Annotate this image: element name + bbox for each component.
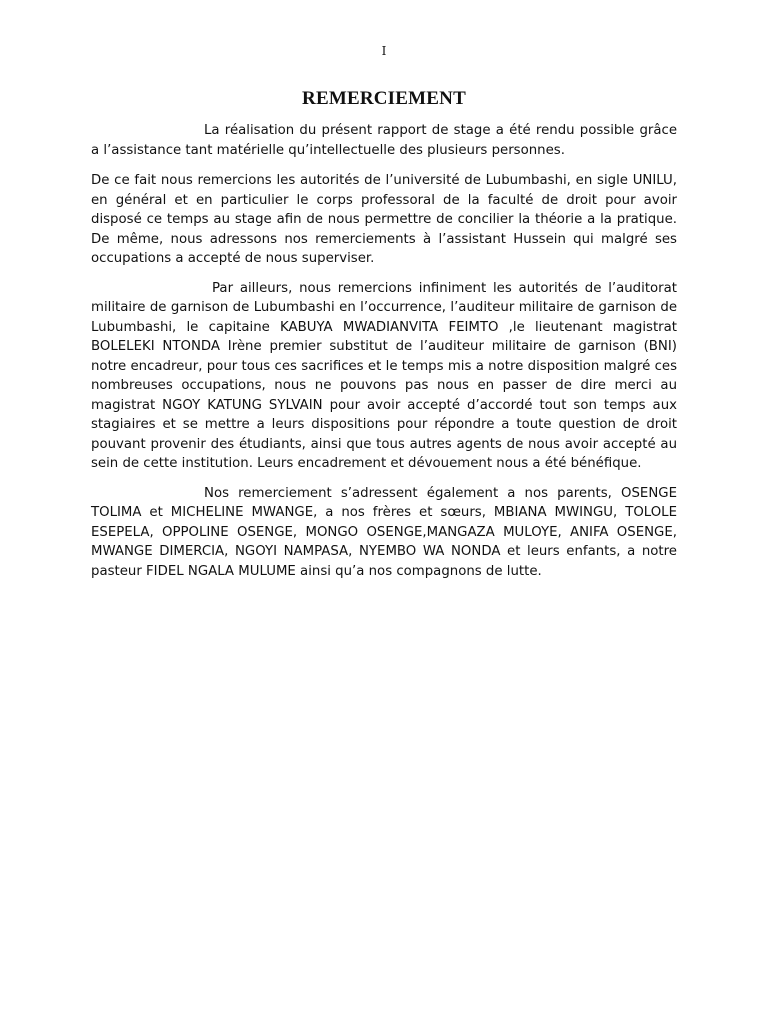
paragraph-family-thanks: Nos remerciement s’adressent également a nos parents, OSENGE TOLIMA et MICHELINE MWANGE, a nos frères et sœurs, MBIANA MWINGU, TOLOLE ESEPELA, OPPOLINE OSENGE, MONGO OSENGE,MANGAZA MULOYE, ANIFA OSENGE, MWANGE DIMERCIA, NGOYI NAMPASA, NYEMBO WA NONDA et leurs enfants, a notre pasteur FIDEL NGALA MULUME ainsi qu’a nos compagnons de lutte. bbox=[91, 485, 677, 579]
paragraph-auditorat-thanks: Par ailleurs, nous remercions infiniment les autorités de l’auditorat militaire de garnison de Lubumbashi en l’occurrence, l’auditeur militaire de garnison de Lubumbashi, le capitaine KABUYA MWADIANVITA FEIMTO ,le lieutenant magistrat BOLELEKI NTONDA Irène premier substitut de l’auditeur militaire de garnison (BNI) notre encadreur, pour tous ces sacrifices et le temps mis a notre disposition malgré ces nombreuses occupations, nous ne pouvons pas nous en passer de dire merci au magistrat NGOY KATUNG SYLVAIN pour avoir accepté d’accordé tout son temps aux stagiaires et se mettre a leurs dispositions pour répondre a toute question de droit pouvant provenir des étudiants, ainsi que tous autres agents de nous avoir accepté au sein de cette institution. Leurs encadrement et dévouement nous a été bénéfique. bbox=[91, 280, 677, 471]
page-title: REMERCIEMENT bbox=[302, 88, 466, 109]
page-number: I bbox=[381, 44, 387, 58]
paragraph-intro: La réalisation du présent rapport de stage a été rendu possible grâce a l’assistance tant matérielle qu’intellectuelle des plusieurs personnes. bbox=[91, 123, 677, 158]
paragraph-university-thanks: De ce fait nous remercions les autorités de l’université de Lubumbashi, en sigle UNILU, en général et en particulier le corps professoral de la faculté de droit pour avoir disposé ce temps au stage afin de nous permettre de concilier la théorie a la pratique. De même, nous adressons nos remerciements à l’assistant Hussein qui malgré ses occupations a accepté de nous superviser. bbox=[91, 173, 677, 266]
body-text bbox=[91, 121, 677, 591]
